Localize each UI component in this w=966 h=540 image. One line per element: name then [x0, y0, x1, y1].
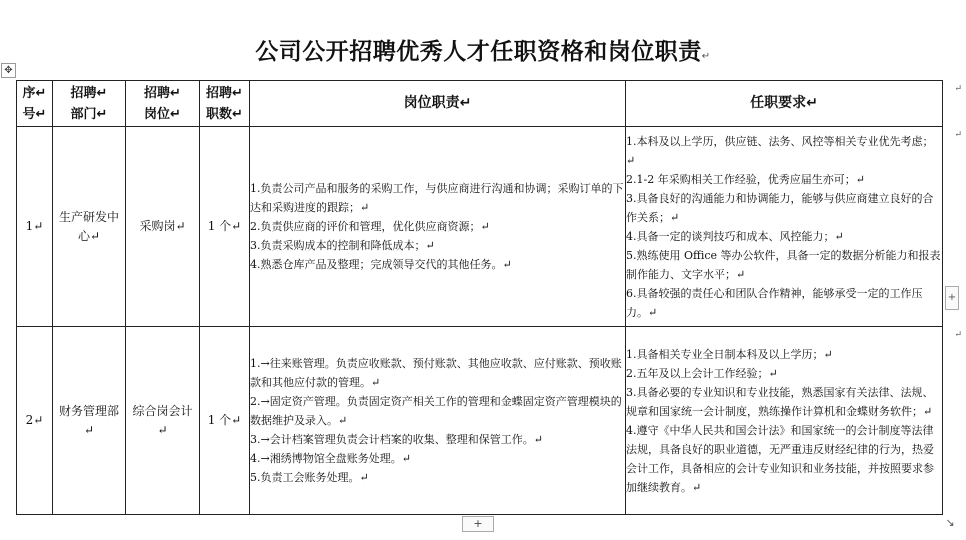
document-title	[0, 33, 966, 66]
req-item: 4.具备一定的谈判技巧和成本、风控能力；↵	[626, 229, 844, 243]
cell-count[interactable]: 1 个↵	[200, 127, 250, 327]
duty-item: 3.负责采购成本的控制和降低成本；↵	[250, 239, 435, 252]
table-resize-icon[interactable]: ↘	[945, 516, 955, 529]
table-move-handle-icon[interactable]: ✥	[1, 63, 16, 78]
header-seq: 序↵ 号↵	[17, 81, 53, 127]
cell-count[interactable]: 1 个↵	[200, 327, 250, 515]
paragraph-mark: ↵	[701, 51, 711, 62]
req-item: 3.具备良好的沟通能力和协调能力，能够与供应商建立良好的合作关系；↵	[626, 191, 934, 224]
duty-item: 1.→往来账管理。负责应收账款、预付账款、其他应收款、应付账款、预收账款和其他应付款的管理。↵	[250, 357, 622, 389]
add-row-button[interactable]: +	[462, 516, 494, 532]
row-end-mark: ↵	[954, 84, 962, 94]
cell-dept[interactable]: 生产研发中心↵	[53, 127, 126, 327]
duty-item: 4.→湘绣博物馆全盘账务处理。↵	[250, 452, 411, 465]
table-row	[17, 327, 943, 515]
req-item: 3.具备必要的专业知识和专业技能，熟悉国家有关法律、法规、规章和国家统一会计制度，熟练操作计算机和金蝶财务软件；↵	[626, 385, 934, 418]
cell-post[interactable]: 综合岗会计↵	[126, 327, 200, 515]
row-end-mark: ↵	[954, 330, 962, 340]
cell-duties[interactable]	[250, 327, 626, 515]
row-end-mark: ↵	[954, 130, 962, 140]
header-count: 招聘↵ 职数↵	[200, 81, 250, 127]
header-duties: 岗位职责↵	[250, 81, 626, 127]
cell-reqs[interactable]	[626, 127, 943, 327]
cell-reqs[interactable]	[626, 327, 943, 515]
req-item: 5.熟练使用 Office 等办公软件，具备一定的数据分析能力和报表制作能力、文字水平；↵	[626, 248, 941, 281]
table-row	[17, 127, 943, 327]
cell-seq[interactable]: 2↵	[17, 327, 53, 515]
header-dept: 招聘↵ 部门↵	[53, 81, 126, 127]
header-row	[17, 81, 943, 127]
add-column-button[interactable]: +	[945, 286, 959, 310]
cell-duties[interactable]	[250, 127, 626, 327]
duty-item: 1.负责公司产品和服务的采购工作，与供应商进行沟通和协调；采购订单的下达和采购进度的跟踪；↵	[250, 182, 624, 214]
recruitment-table	[16, 80, 943, 515]
duty-item: 2.负责供应商的评价和管理，优化供应商资源；↵	[250, 220, 490, 233]
duty-item: 2.→固定资产管理。负责固定资产相关工作的管理和金蝶固定资产管理模块的数据维护及录入。↵	[250, 395, 622, 427]
req-item: 2.五年及以上会计工作经验；↵	[626, 366, 778, 380]
duty-item: 4.熟悉仓库产品及整理；完成领导交代的其他任务。↵	[250, 258, 512, 271]
cell-post[interactable]: 采购岗↵	[126, 127, 200, 327]
cell-seq[interactable]: 1↵	[17, 127, 53, 327]
req-item: 4.遵守《中华人民共和国会计法》和国家统一的会计制度等法律法规，具备良好的职业道德，无严重违反财经纪律的行为，热爱会计工作，具备相应的会计专业知识和业务技能，并按照要求参加继续教育。↵	[626, 423, 934, 494]
req-item: 2.1-2 年采购相关工作经验，优秀应届生亦可；↵	[626, 172, 865, 186]
duty-item: 5.负责工会账务处理。↵	[250, 471, 369, 484]
header-post: 招聘↵ 岗位↵	[126, 81, 200, 127]
req-item: 1.具备相关专业全日制本科及以上学历；↵	[626, 347, 833, 361]
cell-dept[interactable]: 财务管理部↵	[53, 327, 126, 515]
document-title-text: 公司公开招聘优秀人才任职资格和岗位职责	[255, 39, 702, 65]
duty-item: 3.→会计档案管理负责会计档案的收集、整理和保管工作。↵	[250, 433, 543, 446]
header-reqs: 任职要求↵	[626, 81, 943, 127]
req-item: 6.具备较强的责任心和团队合作精神，能够承受一定的工作压力。↵	[626, 286, 923, 319]
req-item: 1.本科及以上学历，供应链、法务、风控等相关专业优先考虑；↵	[626, 134, 934, 167]
